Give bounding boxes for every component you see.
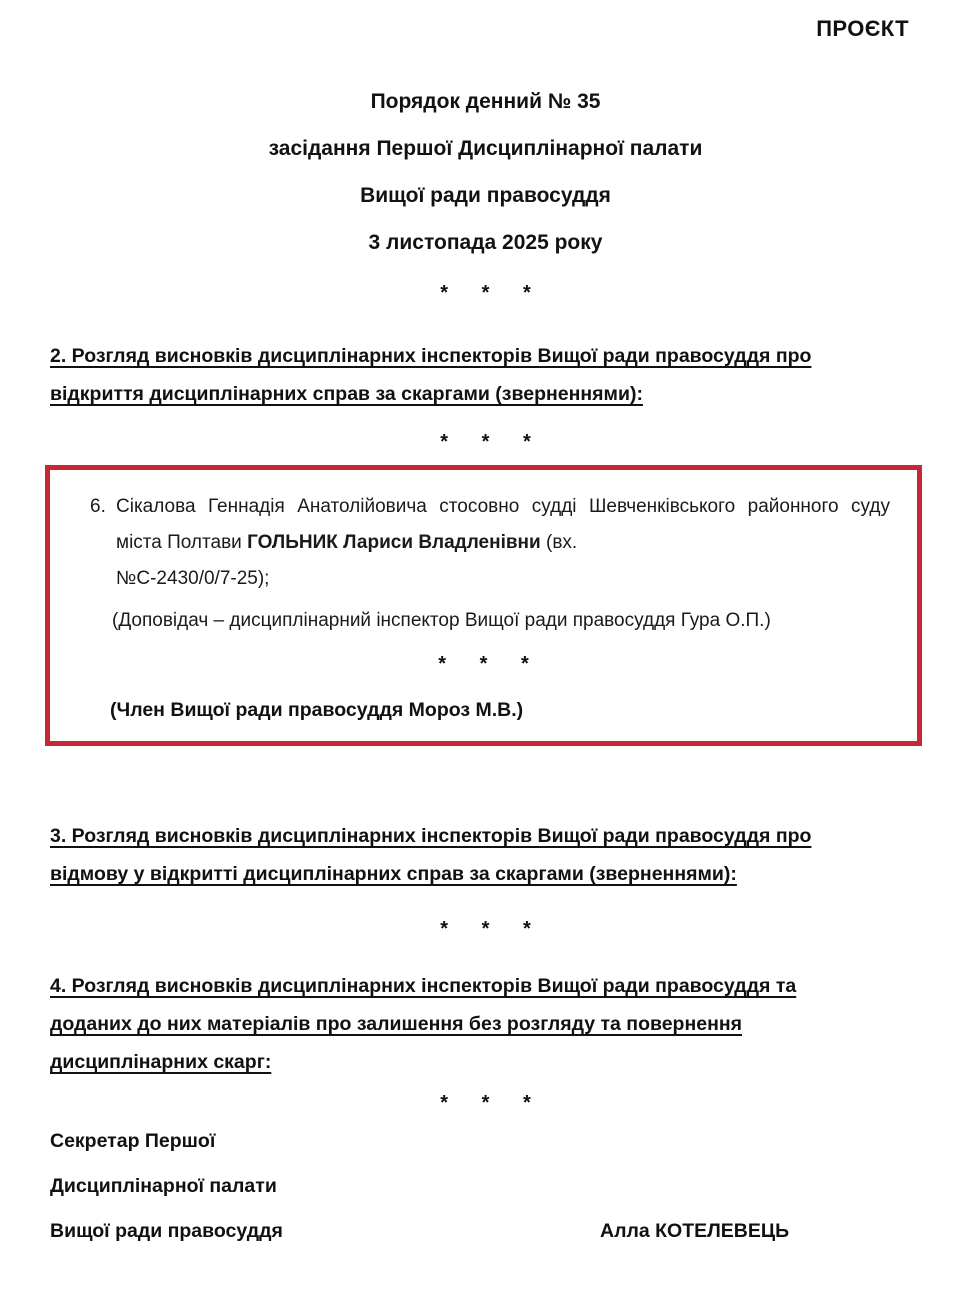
asterisk-separator-4: * * * bbox=[440, 1092, 545, 1114]
judge-name: ГОЛЬНИК Лариси Владленівни bbox=[247, 532, 541, 553]
complainant-text: Сікалова Геннадія Анатолійовича стосовно судді Шевченківського районного суду міста Полтави bbox=[116, 496, 890, 553]
signer-title-line-1: Секретар Першої bbox=[50, 1130, 216, 1152]
agenda-item-6 bbox=[90, 489, 890, 597]
case-number: №С-2430/0/7-25); bbox=[116, 568, 270, 589]
document-title-block bbox=[0, 78, 971, 266]
title-subline-2: Вищої ради правосуддя bbox=[360, 184, 611, 207]
asterisk-separator-2: * * * bbox=[440, 431, 545, 453]
section-heading-4 bbox=[50, 967, 922, 1081]
signature-block bbox=[50, 1130, 922, 1265]
section-3-line-2: відмову у відкритті дисциплінарних справ за скаргами (зверненнями): bbox=[50, 863, 737, 885]
section-heading-3 bbox=[50, 817, 922, 893]
title-date: 3 листопада 2025 року bbox=[368, 231, 603, 254]
title-subline-1: засідання Першої Дисциплінарної палати bbox=[268, 137, 703, 160]
section-4-line-2: доданих до них матеріалів про залишення без розгляду та повернення bbox=[50, 1013, 743, 1035]
highlighted-agenda-item-box bbox=[45, 465, 922, 746]
signer-title-line-3 bbox=[50, 1220, 922, 1265]
incoming-label: (вх. bbox=[540, 532, 578, 553]
rapporteur-line: (Доповідач – дисциплінарний інспектор Вищої ради правосуддя Гура О.П.) bbox=[112, 610, 771, 631]
section-2-line-2: відкриття дисциплінарних справ за скаргами (зверненнями): bbox=[50, 383, 643, 405]
page-title: Порядок денний № 35 bbox=[370, 90, 601, 113]
agenda-item-number: 6. bbox=[90, 496, 106, 517]
council-member-line: (Член Вищої ради правосуддя Мороз М.В.) bbox=[110, 699, 524, 721]
section-2-line-1: 2. Розгляд висновків дисциплінарних інспекторів Вищої ради правосуддя про bbox=[50, 345, 812, 367]
asterisk-separator-in-box: * * * bbox=[438, 653, 543, 675]
draft-stamp: ПРОЄКТ bbox=[816, 16, 909, 41]
asterisk-separator-3: * * * bbox=[440, 918, 545, 940]
signer-title-line-3-text: Вищої ради правосуддя bbox=[50, 1220, 283, 1242]
section-4-line-1: 4. Розгляд висновків дисциплінарних інспекторів Вищої ради правосуддя та bbox=[50, 975, 797, 997]
signer-title-line-2: Дисциплінарної палати bbox=[50, 1175, 277, 1197]
agenda-item-body bbox=[116, 489, 890, 597]
signer-name: Алла КОТЕЛЕВЕЦЬ bbox=[600, 1220, 790, 1242]
section-heading-2 bbox=[50, 337, 922, 413]
agenda-item-text bbox=[116, 496, 890, 553]
section-3-line-1: 3. Розгляд висновків дисциплінарних інспекторів Вищої ради правосуддя про bbox=[50, 825, 812, 847]
section-4-line-3: дисциплінарних скарг: bbox=[50, 1051, 272, 1073]
asterisk-separator-1: * * * bbox=[440, 282, 545, 304]
